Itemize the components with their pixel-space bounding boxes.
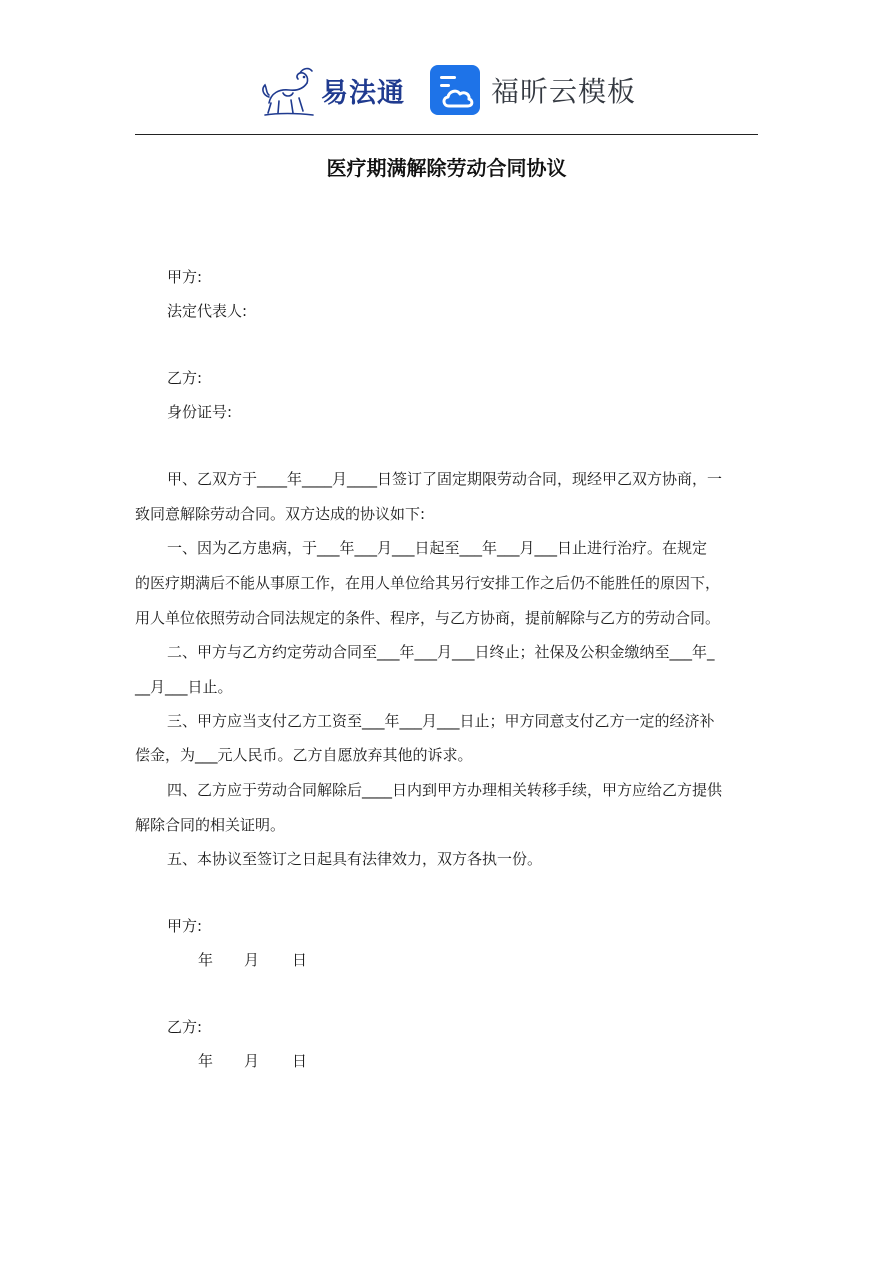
body-line: 致同意解除劳动合同。双方达成的协议如下:: [135, 505, 426, 523]
header-logos: [0, 55, 893, 125]
cloud-document-icon: [429, 64, 481, 116]
body-line: 五、本协议至签订之日起具有法律效力，双方各执一份。: [167, 850, 543, 868]
signature-party-b-date: [198, 1050, 307, 1072]
header-divider: [135, 134, 758, 135]
body-line: 一、因为乙方患病，于___年___月___日起至___年___月___日止进行治疗。在规定: [167, 539, 708, 557]
id-number-label: 身份证号:: [167, 403, 233, 421]
legal-rep-label: 法定代表人:: [167, 302, 248, 320]
brand1-name: 易法通: [320, 77, 405, 109]
signature-party-a-date: [198, 949, 307, 971]
signature-party-b-label: 乙方:: [167, 1018, 203, 1036]
date-month: 月: [244, 951, 260, 969]
date-day: 日: [292, 1052, 308, 1070]
page-title: 医疗期满解除劳动合同协议: [326, 156, 567, 180]
body-line: 甲、乙双方于____年____月____日签订了固定期限劳动合同，现经甲乙双方协商，一: [167, 470, 723, 488]
brand-yifatong: [257, 63, 405, 117]
body-line: 用人单位依照劳动合同法规定的条件、程序，与乙方协商，提前解除与乙方的劳动合同。: [135, 609, 721, 627]
date-month: 月: [244, 1052, 260, 1070]
party-a-label: 甲方:: [167, 268, 203, 286]
brand2-name: 福昕云模板: [490, 75, 636, 108]
date-year: 年: [198, 1052, 214, 1070]
body-line: 偿金，为___元人民币。乙方自愿放弃其他的诉求。: [135, 746, 473, 764]
body-line: 二、甲方与乙方约定劳动合同至___年___月___日终止；社保及公积金缴纳至___年_: [167, 643, 715, 661]
signature-party-a-label: 甲方:: [167, 917, 203, 935]
party-b-label: 乙方:: [167, 369, 203, 387]
body-line: 解除合同的相关证明。: [135, 816, 286, 834]
date-day: 日: [292, 951, 308, 969]
body-line: __月___日止。: [135, 678, 233, 696]
brand-fuxin: [429, 64, 636, 116]
qilin-icon: [257, 63, 319, 117]
body-line: 四、乙方应于劳动合同解除后____日内到甲方办理相关转移手续，甲方应给乙方提供: [167, 781, 723, 799]
body-line: 三、甲方应当支付乙方工资至___年___月___日止；甲方同意支付乙方一定的经济补: [167, 712, 715, 730]
body-line: 的医疗期满后不能从事原工作，在用人单位给其另行安排工作之后仍不能胜任的原因下，: [135, 574, 721, 592]
date-year: 年: [198, 951, 214, 969]
